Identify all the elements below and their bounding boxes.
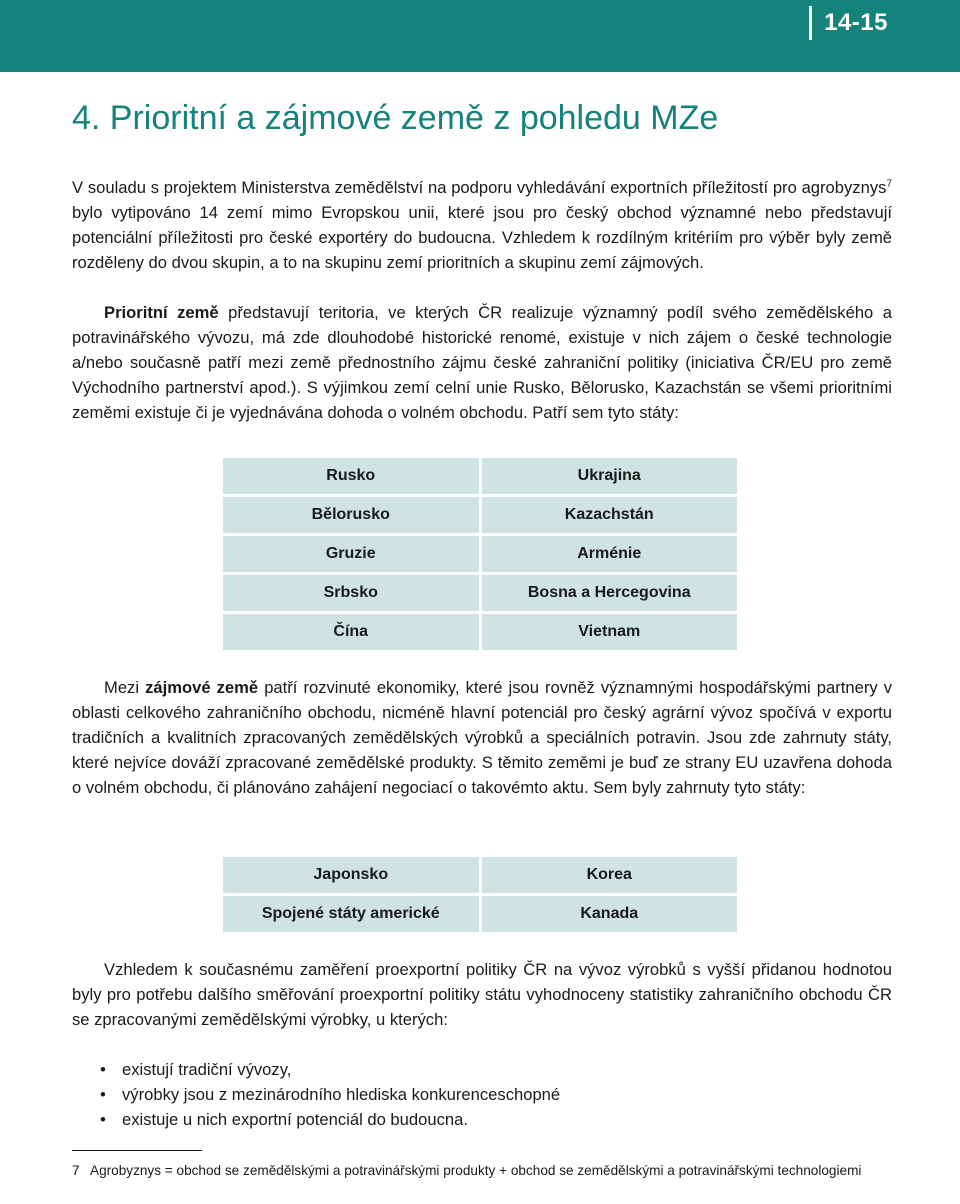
country-cell: Vietnam (482, 614, 738, 650)
interest-term: zájmové země (145, 678, 259, 697)
list-item: • existují tradiční vývozy, (100, 1057, 560, 1082)
table-row (223, 575, 737, 611)
intro-text-2: bylo vytipováno 14 zemí mimo Evropskou unii, které jsou pro český obchod významné nebo představují potenciální příležitosti pro české exportéry do budoucna. Vzhledem k rozdílným kritériím pro výběr byly země rozděleny do dvou skupin, a to na skupinu zemí prioritních a skupinu zemí zájmových. (72, 203, 892, 272)
country-cell: Bosna a Hercegovina (482, 575, 738, 611)
closing-paragraph (72, 957, 892, 1032)
interest-lead: Mezi (104, 678, 146, 697)
priority-paragraph (72, 300, 892, 425)
interest-paragraph (72, 675, 892, 800)
priority-term: Prioritní země (104, 303, 219, 322)
table-row (223, 497, 737, 533)
footnote-reference: 7 (886, 178, 892, 190)
interest-countries-table (220, 854, 740, 935)
country-cell: Ukrajina (482, 458, 738, 494)
intro-paragraph (72, 175, 892, 275)
country-cell: Rusko (223, 458, 479, 494)
country-cell: Korea (482, 857, 738, 893)
table-row (223, 614, 737, 650)
intro-text-1: V souladu s projektem Ministerstva zemědělství na podporu vyhledávání exportních příležitostí pro agrobyznys (72, 178, 887, 197)
country-cell: Kanada (482, 896, 738, 932)
footnote-text: Agrobyznys = obchod se zemědělskými a potravinářskými produkty + obchod se zemědělskými a potravinářskými technologiemi (90, 1163, 862, 1178)
country-cell: Bělorusko (223, 497, 479, 533)
footnote-number: 7 (72, 1163, 80, 1178)
country-cell: Arménie (482, 536, 738, 572)
section-title: 4. Prioritní a zájmové země z pohledu MZe (72, 99, 719, 137)
country-cell: Čína (223, 614, 479, 650)
page-numbers: 14-15 (809, 6, 888, 40)
footnote-divider (72, 1150, 202, 1151)
interest-text: patří rozvinuté ekonomiky, které jsou rovněž významnými hospodářskými partnery v oblasti celkového zahraničního obchodu, nicméně hlavní potenciál pro český agrární vývoz spočívá v exportu tradičních a kvalitních zpracovaných zemědělských výrobků a speciálních potravin. Jsou zde zahrnuty státy, které nejvíce dováží zpracované zemědělské produkty. S těmito zeměmi je buď ze strany EU uzavřena dohoda o volném obchodu, či plánováno zahájení negociací o takovémto aktu. Sem byly zahrnuty tyto státy: (72, 678, 892, 797)
priority-countries-table (220, 455, 740, 653)
country-cell: Spojené státy americké (223, 896, 479, 932)
priority-text: představují teritoria, ve kterých ČR realizuje významný podíl svého zemědělského a potravinářského vývozu, má zde dlouhodobé historické renomé, existuje v nich zájem o české technologie a/nebo současně patří mezi země přednostního zájmu české zahraniční politiky (iniciativa ČR/EU pro země Východního partnerství apod.). S výjimkou zemí celní unie Rusko, Bělorusko, Kazachstán se všemi prioritními zeměmi existuje či je vyjednávána dohoda o volném obchodu. Patří sem tyto státy: (72, 303, 892, 422)
closing-text: Vzhledem k současnému zaměření proexportní politiky ČR na vývoz výrobků s vyšší přidanou hodnotou byly pro potřebu dalšího směřování proexportní politiky státu vyhodnoceny statistiky zahraničního obchodu ČR se zpracovanými zemědělskými výrobky, u kterých: (72, 960, 892, 1029)
table-row (223, 536, 737, 572)
footnote (72, 1160, 892, 1182)
list-item: • výrobky jsou z mezinárodního hlediska konkurenceschopné (100, 1082, 560, 1107)
criteria-list (100, 1057, 560, 1132)
list-item: • existuje u nich exportní potenciál do budoucna. (100, 1107, 560, 1132)
table-row (223, 458, 737, 494)
country-cell: Japonsko (223, 857, 479, 893)
header-bar (0, 0, 960, 72)
table-row (223, 896, 737, 932)
country-cell: Srbsko (223, 575, 479, 611)
country-cell: Kazachstán (482, 497, 738, 533)
table-row (223, 857, 737, 893)
country-cell: Gruzie (223, 536, 479, 572)
